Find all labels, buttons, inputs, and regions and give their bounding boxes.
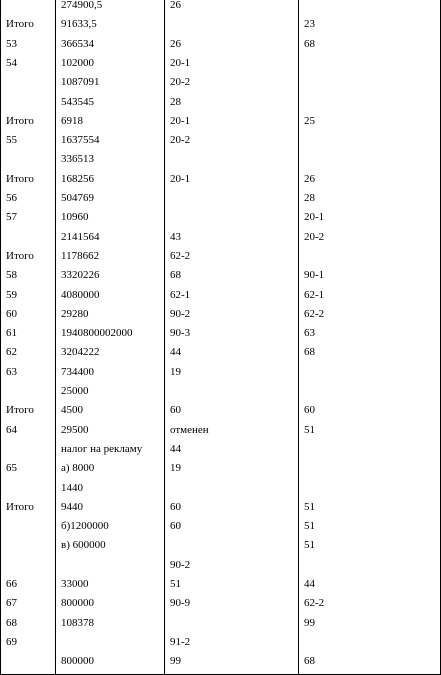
table-row	[0, 366, 441, 385]
table-row	[0, 0, 441, 18]
table-cell: 6918	[61, 114, 83, 127]
table-row	[0, 482, 441, 501]
table-row	[0, 655, 441, 674]
table-cell: 44	[170, 346, 181, 359]
table-row	[0, 424, 441, 443]
table-cell: 62-2	[304, 307, 325, 320]
table-row	[0, 192, 441, 211]
table-cell: 800000	[61, 597, 94, 610]
table-cell: 65	[6, 462, 17, 475]
table-cell: 60	[6, 307, 17, 320]
table-row	[0, 96, 441, 115]
table-row	[0, 153, 441, 172]
table-cell: Итого	[6, 249, 34, 262]
table-cell: Итого	[6, 114, 34, 127]
table-cell: 60	[304, 404, 315, 417]
table-cell: 58	[6, 269, 17, 282]
table-row	[0, 173, 441, 192]
table-cell: 25	[304, 114, 315, 127]
table-row	[0, 617, 441, 636]
table-cell: 44	[170, 442, 181, 455]
table-cell: 20-1	[170, 114, 191, 127]
table-row	[0, 250, 441, 269]
table-row	[0, 18, 441, 37]
table-cell: 60	[170, 404, 181, 417]
table-cell: 1940800002000	[61, 327, 133, 340]
table-cell: 19	[170, 462, 181, 475]
table-cell: 20-1	[170, 56, 191, 69]
table-row	[0, 308, 441, 327]
table-cell: 61	[6, 327, 17, 340]
table-cell: 3320226	[61, 269, 100, 282]
table-cell: 66	[6, 578, 17, 590]
table-cell: 3204222	[61, 346, 100, 359]
table-cell: б)1200000	[61, 520, 109, 533]
table-cell: 1087091	[61, 76, 100, 89]
table-row	[0, 404, 441, 423]
table-cell: 102000	[61, 56, 94, 69]
table-cell: 29280	[61, 307, 89, 320]
table-cell: 51	[304, 423, 315, 436]
table-cell: 336513	[61, 153, 94, 166]
table-row	[0, 539, 441, 558]
table-cell: 68	[304, 346, 315, 359]
table-cell: 59	[6, 288, 17, 301]
table-cell: 68	[304, 37, 315, 50]
table-row	[0, 211, 441, 230]
table-row	[0, 269, 441, 288]
table-row	[0, 346, 441, 365]
table-cell: 51	[304, 500, 315, 513]
table-cell: 51	[304, 520, 315, 533]
table-cell: 1178662	[61, 249, 100, 262]
table-cell: налог на рекламу	[61, 442, 143, 455]
table-cell: 28	[170, 95, 181, 108]
table-cell: 4500	[61, 404, 83, 417]
table-cell: 44	[304, 578, 315, 590]
table-cell: 64	[6, 423, 17, 436]
table-cell: 54	[6, 56, 17, 69]
table-cell: 20-1	[170, 172, 191, 185]
table-cell: 734400	[61, 365, 94, 378]
table-cell: 90-9	[170, 597, 191, 610]
table-cell: 51	[170, 578, 181, 590]
table-row	[0, 115, 441, 134]
table-cell: 1637554	[61, 134, 100, 147]
table-row	[0, 134, 441, 153]
table-cell: 63	[304, 327, 315, 340]
table-cell: 19	[170, 365, 181, 378]
table-cell: Итого	[6, 500, 34, 513]
table-row	[0, 57, 441, 76]
table-cell: 90-2	[170, 307, 191, 320]
table-cell: 62	[6, 346, 17, 359]
table-row	[0, 501, 441, 520]
table-row	[0, 443, 441, 462]
table-cell: 366534	[61, 37, 94, 50]
table-cell: 62-1	[304, 288, 325, 301]
table-cell: 800000	[61, 655, 94, 668]
table-cell: 90-3	[170, 327, 191, 340]
table-cell: 63	[6, 365, 17, 378]
table-cell: 90-1	[304, 269, 325, 282]
table-cell: 25000	[61, 385, 89, 397]
table-row	[0, 38, 441, 57]
table-cell: 99	[170, 655, 181, 668]
table-cell: 26	[170, 37, 181, 50]
table-cell: Итого	[6, 172, 34, 185]
table-cell: 51	[304, 539, 315, 552]
table-cell: 28	[304, 192, 315, 204]
table-cell: 62-2	[304, 597, 325, 610]
table-row	[0, 385, 441, 404]
table-cell: 2141564	[61, 230, 100, 243]
table-row	[0, 597, 441, 616]
table-cell: 26	[304, 172, 315, 185]
table-cell: 90-2	[170, 558, 191, 571]
table-cell: отменен	[170, 423, 209, 436]
table-cell: 43	[170, 230, 181, 243]
table-cell: 91-2	[170, 635, 191, 648]
table-cell: 274900,5	[61, 0, 103, 11]
table-cell: 33000	[61, 578, 89, 590]
table-row	[0, 559, 441, 578]
table-cell: 56	[6, 192, 17, 204]
table-cell: 68	[304, 655, 315, 668]
table-cell: 62-2	[170, 249, 191, 262]
table-row	[0, 327, 441, 346]
table-cell: 91633,5	[61, 18, 97, 31]
table-row	[0, 578, 441, 597]
table-cell: 108378	[61, 616, 94, 629]
table-cell: 543545	[61, 95, 94, 108]
table-cell: 68	[6, 616, 17, 629]
table-cell: 69	[6, 635, 17, 648]
table-cell: 1440	[61, 481, 83, 494]
table-cell: 99	[304, 616, 315, 629]
table-cell: а) 8000	[61, 462, 95, 475]
table-cell: 20-2	[170, 76, 191, 89]
table-row	[0, 231, 441, 250]
table-cell: 55	[6, 134, 17, 147]
table-cell: 23	[304, 18, 315, 31]
table-cell: в) 600000	[61, 539, 106, 552]
table-row	[0, 520, 441, 539]
table-cell: 4080000	[61, 288, 100, 301]
table-cell: 67	[6, 597, 17, 610]
table-cell: 60	[170, 520, 181, 533]
table-cell: 20-1	[304, 211, 325, 224]
table-cell: 62-1	[170, 288, 191, 301]
table-cell: 57	[6, 211, 17, 224]
table-cell: 9440	[61, 500, 83, 513]
table-cell: 68	[170, 269, 181, 282]
table-row	[0, 76, 441, 95]
table-cell: 26	[170, 0, 181, 11]
table-cell: 10960	[61, 211, 89, 224]
table-cell: 60	[170, 500, 181, 513]
table-cell: 20-2	[170, 134, 191, 147]
table-row	[0, 636, 441, 655]
table-cell: 168256	[61, 172, 94, 185]
table-row	[0, 289, 441, 308]
table-cell: 504769	[61, 192, 94, 204]
table-row	[0, 462, 441, 481]
table-cell: Итого	[6, 18, 34, 31]
table-cell: 20-2	[304, 230, 325, 243]
table-cell: 29500	[61, 423, 89, 436]
table-cell: Итого	[6, 404, 34, 417]
table-cell: 53	[6, 37, 17, 50]
